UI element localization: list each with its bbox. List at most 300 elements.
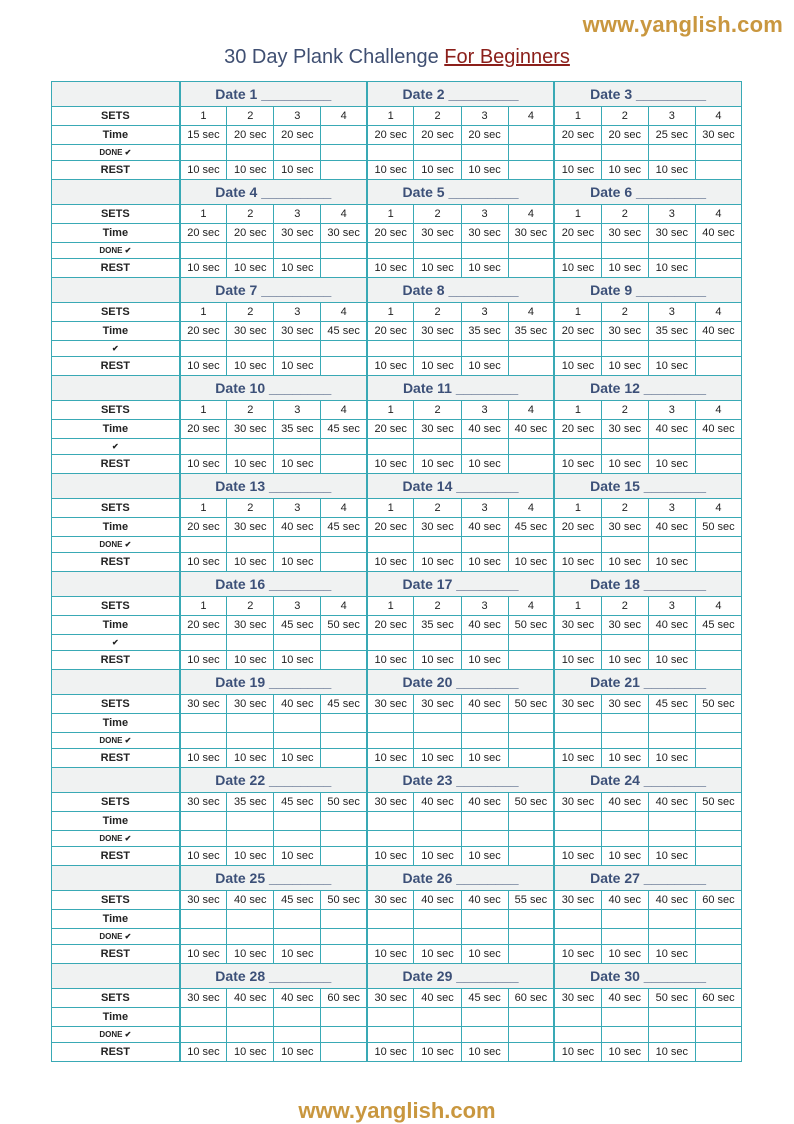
time-cell: 20 sec — [180, 322, 227, 341]
set-number-cell: 4 — [321, 107, 367, 126]
done-label: DONE ✔ — [52, 929, 180, 945]
rest-cell: 10 sec — [648, 847, 695, 866]
time-entry-cell[interactable] — [601, 714, 648, 733]
done-checkbox-cell[interactable] — [601, 635, 648, 651]
time-entry-cell[interactable] — [508, 910, 554, 929]
done-checkbox-cell[interactable] — [414, 145, 461, 161]
time-entry-cell[interactable] — [367, 714, 414, 733]
time-entry-cell[interactable] — [414, 910, 461, 929]
done-checkbox-cell[interactable] — [695, 733, 741, 749]
done-checkbox-cell[interactable] — [274, 1027, 321, 1043]
time-entry-cell[interactable] — [695, 1008, 741, 1027]
set-number-cell: 1 — [554, 205, 601, 224]
done-checkbox-cell[interactable] — [414, 243, 461, 259]
time-entry-cell[interactable] — [274, 812, 321, 831]
done-checkbox-cell[interactable] — [695, 831, 741, 847]
done-row — [52, 243, 742, 259]
day-date-label: Date 21 ________ — [554, 670, 741, 695]
done-checkbox-cell[interactable] — [554, 145, 601, 161]
set-number-cell: 4 — [508, 303, 554, 322]
time-entry-cell[interactable] — [180, 910, 227, 929]
done-checkbox-cell[interactable] — [274, 243, 321, 259]
time-cell: 45 sec — [321, 518, 367, 537]
done-checkbox-cell[interactable] — [648, 537, 695, 553]
done-checkbox-cell[interactable] — [367, 243, 414, 259]
done-checkbox-cell[interactable] — [648, 733, 695, 749]
rest-cell — [508, 455, 554, 474]
done-checkbox-cell[interactable] — [274, 929, 321, 945]
done-checkbox-cell[interactable] — [227, 341, 274, 357]
time-entry-cell[interactable] — [367, 1008, 414, 1027]
set-number-cell: 3 — [274, 205, 321, 224]
done-checkbox-cell[interactable] — [274, 439, 321, 455]
time-entry-cell[interactable] — [554, 714, 601, 733]
done-checkbox-cell[interactable] — [180, 635, 227, 651]
rest-cell: 10 sec — [461, 553, 508, 572]
time-cell: 30 sec — [180, 891, 227, 910]
set-number-cell: 3 — [274, 303, 321, 322]
done-checkbox-cell[interactable] — [508, 341, 554, 357]
done-checkbox-cell[interactable] — [648, 929, 695, 945]
done-checkbox-cell[interactable] — [321, 831, 367, 847]
set-number-cell: 3 — [461, 401, 508, 420]
rest-row — [52, 945, 742, 964]
time-entry-cell[interactable] — [461, 910, 508, 929]
rest-cell: 10 sec — [414, 553, 461, 572]
rest-cell: 10 sec — [180, 749, 227, 768]
time-cell: 45 sec — [461, 989, 508, 1008]
done-checkbox-cell[interactable] — [461, 635, 508, 651]
time-cell: 20 sec — [554, 126, 601, 145]
time-cell: 55 sec — [508, 891, 554, 910]
done-checkbox-cell[interactable] — [695, 635, 741, 651]
set-number-cell: 1 — [554, 107, 601, 126]
done-checkbox-cell[interactable] — [321, 145, 367, 161]
time-entry-cell[interactable] — [648, 910, 695, 929]
done-checkbox-cell[interactable] — [321, 1027, 367, 1043]
done-checkbox-cell[interactable] — [508, 145, 554, 161]
done-checkbox-cell[interactable] — [227, 145, 274, 161]
rest-cell — [508, 357, 554, 376]
rest-row — [52, 847, 742, 866]
time-entry-cell[interactable] — [461, 812, 508, 831]
done-checkbox-cell[interactable] — [554, 1027, 601, 1043]
done-label: ✔ — [52, 635, 180, 651]
done-checkbox-cell[interactable] — [414, 1027, 461, 1043]
time-entry-cell[interactable] — [227, 1008, 274, 1027]
done-checkbox-cell[interactable] — [554, 929, 601, 945]
rest-cell — [321, 651, 367, 670]
time-cell: 40 sec — [461, 793, 508, 812]
time-entry-cell[interactable] — [414, 1008, 461, 1027]
rest-cell: 10 sec — [274, 553, 321, 572]
day-date-label: Date 4 _________ — [180, 180, 367, 205]
time-row — [52, 224, 742, 243]
time-entry-cell[interactable] — [321, 910, 367, 929]
time-cell: 45 sec — [274, 616, 321, 635]
done-checkbox-cell[interactable] — [367, 537, 414, 553]
time-label: Time — [52, 322, 180, 341]
done-checkbox-cell[interactable] — [321, 341, 367, 357]
done-checkbox-cell[interactable] — [274, 733, 321, 749]
done-checkbox-cell[interactable] — [321, 929, 367, 945]
time-cell: 20 sec — [180, 518, 227, 537]
done-label: DONE ✔ — [52, 145, 180, 161]
done-checkbox-cell[interactable] — [695, 341, 741, 357]
done-checkbox-cell[interactable] — [414, 635, 461, 651]
done-checkbox-cell[interactable] — [180, 341, 227, 357]
done-checkbox-cell[interactable] — [414, 733, 461, 749]
rest-cell — [321, 847, 367, 866]
done-checkbox-cell[interactable] — [601, 929, 648, 945]
done-checkbox-cell[interactable] — [695, 145, 741, 161]
time-entry-cell[interactable] — [695, 714, 741, 733]
time-entry-cell[interactable] — [554, 812, 601, 831]
done-checkbox-cell[interactable] — [274, 635, 321, 651]
day-header-row — [52, 82, 742, 107]
time-cell: 45 sec — [695, 616, 741, 635]
done-checkbox-cell[interactable] — [321, 439, 367, 455]
time-cell: 40 sec — [461, 891, 508, 910]
done-checkbox-cell[interactable] — [508, 733, 554, 749]
day-header-row — [52, 572, 742, 597]
day-date-label: Date 30 ________ — [554, 964, 741, 989]
time-entry-cell[interactable] — [180, 1008, 227, 1027]
done-checkbox-cell[interactable] — [367, 1027, 414, 1043]
rest-cell: 10 sec — [180, 161, 227, 180]
set-number-cell: 2 — [227, 107, 274, 126]
time-cell: 30 sec — [554, 989, 601, 1008]
done-checkbox-cell[interactable] — [508, 243, 554, 259]
done-checkbox-cell[interactable] — [461, 341, 508, 357]
rest-cell: 10 sec — [601, 1043, 648, 1062]
time-entry-cell[interactable] — [367, 910, 414, 929]
time-cell: 40 sec — [648, 420, 695, 439]
done-checkbox-cell[interactable] — [461, 733, 508, 749]
done-checkbox-cell[interactable] — [461, 439, 508, 455]
rest-cell: 10 sec — [274, 749, 321, 768]
time-entry-cell[interactable] — [227, 910, 274, 929]
done-checkbox-cell[interactable] — [321, 537, 367, 553]
set-number-cell: 3 — [461, 107, 508, 126]
set-number-cell: 4 — [321, 401, 367, 420]
sets-label: SETS — [52, 401, 180, 420]
done-checkbox-cell[interactable] — [695, 537, 741, 553]
done-checkbox-cell[interactable] — [321, 243, 367, 259]
done-checkbox-cell[interactable] — [274, 831, 321, 847]
time-entry-cell[interactable] — [508, 714, 554, 733]
rest-cell: 10 sec — [601, 651, 648, 670]
time-entry-cell[interactable] — [180, 812, 227, 831]
done-checkbox-cell[interactable] — [695, 1027, 741, 1043]
done-checkbox-cell[interactable] — [601, 145, 648, 161]
done-checkbox-cell[interactable] — [648, 439, 695, 455]
done-checkbox-cell[interactable] — [648, 243, 695, 259]
done-checkbox-cell[interactable] — [695, 243, 741, 259]
rest-cell — [321, 553, 367, 572]
done-checkbox-cell[interactable] — [227, 243, 274, 259]
time-cell: 40 sec — [695, 420, 741, 439]
time-cell: 40 sec — [508, 420, 554, 439]
time-entry-cell[interactable] — [180, 714, 227, 733]
time-cell: 20 sec — [227, 126, 274, 145]
done-checkbox-cell[interactable] — [227, 831, 274, 847]
set-number-cell: 1 — [180, 499, 227, 518]
sets-row — [52, 793, 742, 812]
done-checkbox-cell[interactable] — [461, 929, 508, 945]
time-entry-cell[interactable] — [414, 812, 461, 831]
rest-cell — [321, 161, 367, 180]
time-cell: 40 sec — [648, 793, 695, 812]
done-checkbox-cell[interactable] — [180, 929, 227, 945]
done-checkbox-cell[interactable] — [461, 537, 508, 553]
set-number-cell: 3 — [274, 597, 321, 616]
day-date-label: Date 18 ________ — [554, 572, 741, 597]
done-checkbox-cell[interactable] — [274, 537, 321, 553]
rest-cell: 10 sec — [274, 651, 321, 670]
time-cell: 50 sec — [695, 518, 741, 537]
done-checkbox-cell[interactable] — [274, 145, 321, 161]
set-number-cell: 2 — [227, 499, 274, 518]
rest-cell: 10 sec — [648, 161, 695, 180]
day-header-row — [52, 376, 742, 401]
time-cell: 30 sec — [227, 420, 274, 439]
time-label: Time — [52, 910, 180, 929]
time-cell: 40 sec — [695, 224, 741, 243]
rest-cell: 10 sec — [274, 259, 321, 278]
day-header-corner — [52, 474, 180, 499]
time-entry-cell[interactable] — [321, 714, 367, 733]
done-checkbox-cell[interactable] — [508, 439, 554, 455]
time-entry-cell[interactable] — [508, 812, 554, 831]
rest-cell: 10 sec — [461, 1043, 508, 1062]
done-checkbox-cell[interactable] — [227, 537, 274, 553]
set-number-cell: 3 — [274, 107, 321, 126]
time-entry-cell[interactable] — [601, 1008, 648, 1027]
time-entry-cell[interactable] — [554, 910, 601, 929]
time-cell: 40 sec — [601, 989, 648, 1008]
done-checkbox-cell[interactable] — [274, 341, 321, 357]
done-checkbox-cell[interactable] — [414, 929, 461, 945]
rest-cell: 10 sec — [180, 945, 227, 964]
set-number-cell: 1 — [180, 401, 227, 420]
done-checkbox-cell[interactable] — [601, 243, 648, 259]
time-cell: 35 sec — [274, 420, 321, 439]
day-date-label: Date 23 ________ — [367, 768, 554, 793]
done-checkbox-cell[interactable] — [180, 537, 227, 553]
done-checkbox-cell[interactable] — [321, 635, 367, 651]
done-checkbox-cell[interactable] — [601, 1027, 648, 1043]
done-checkbox-cell[interactable] — [601, 439, 648, 455]
done-checkbox-cell[interactable] — [180, 439, 227, 455]
done-row — [52, 1027, 742, 1043]
day-date-label: Date 29 ________ — [367, 964, 554, 989]
done-checkbox-cell[interactable] — [508, 635, 554, 651]
time-cell: 30 sec — [227, 322, 274, 341]
done-checkbox-cell[interactable] — [554, 831, 601, 847]
set-number-cell: 2 — [227, 597, 274, 616]
time-entry-cell[interactable] — [648, 714, 695, 733]
time-entry-cell[interactable] — [648, 812, 695, 831]
done-checkbox-cell[interactable] — [367, 733, 414, 749]
time-entry-cell[interactable] — [508, 1008, 554, 1027]
day-date-label: Date 12 ________ — [554, 376, 741, 401]
rest-label: REST — [52, 1043, 180, 1062]
rest-cell: 10 sec — [461, 357, 508, 376]
rest-cell: 10 sec — [601, 749, 648, 768]
sets-label: SETS — [52, 989, 180, 1008]
done-checkbox-cell[interactable] — [648, 635, 695, 651]
done-checkbox-cell[interactable] — [414, 831, 461, 847]
done-checkbox-cell[interactable] — [367, 341, 414, 357]
time-entry-cell[interactable] — [321, 812, 367, 831]
set-number-cell: 2 — [227, 401, 274, 420]
time-entry-cell[interactable] — [461, 714, 508, 733]
done-checkbox-cell[interactable] — [180, 1027, 227, 1043]
set-number-cell: 1 — [367, 107, 414, 126]
time-entry-cell[interactable] — [601, 910, 648, 929]
done-checkbox-cell[interactable] — [414, 537, 461, 553]
done-checkbox-cell[interactable] — [180, 145, 227, 161]
time-cell: 20 sec — [367, 616, 414, 635]
day-date-label: Date 6 _________ — [554, 180, 741, 205]
time-entry-cell[interactable] — [648, 1008, 695, 1027]
time-label: Time — [52, 126, 180, 145]
done-checkbox-cell[interactable] — [601, 341, 648, 357]
set-number-cell: 2 — [414, 205, 461, 224]
rest-cell: 10 sec — [180, 259, 227, 278]
time-cell: 30 sec — [554, 793, 601, 812]
done-checkbox-cell[interactable] — [414, 341, 461, 357]
time-cell: 30 sec — [414, 518, 461, 537]
set-number-cell: 4 — [695, 303, 741, 322]
time-cell: 30 sec — [367, 989, 414, 1008]
rest-row — [52, 553, 742, 572]
rest-cell: 10 sec — [367, 259, 414, 278]
time-cell: 30 sec — [601, 695, 648, 714]
rest-cell: 10 sec — [414, 455, 461, 474]
set-number-cell: 1 — [367, 499, 414, 518]
set-number-cell: 4 — [695, 205, 741, 224]
rest-cell: 10 sec — [180, 553, 227, 572]
day-date-label: Date 10 ________ — [180, 376, 367, 401]
done-checkbox-cell[interactable] — [648, 341, 695, 357]
time-cell: 30 sec — [180, 989, 227, 1008]
time-entry-cell[interactable] — [695, 910, 741, 929]
done-checkbox-cell[interactable] — [367, 439, 414, 455]
done-checkbox-cell[interactable] — [508, 537, 554, 553]
done-checkbox-cell[interactable] — [554, 537, 601, 553]
done-checkbox-cell[interactable] — [554, 733, 601, 749]
time-cell: 20 sec — [180, 420, 227, 439]
day-date-label: Date 5 _________ — [367, 180, 554, 205]
rest-cell: 10 sec — [648, 553, 695, 572]
time-entry-cell[interactable] — [227, 714, 274, 733]
time-entry-cell[interactable] — [461, 1008, 508, 1027]
rest-cell: 10 sec — [227, 651, 274, 670]
rest-cell: 10 sec — [461, 847, 508, 866]
done-checkbox-cell[interactable] — [554, 243, 601, 259]
done-checkbox-cell[interactable] — [227, 929, 274, 945]
done-checkbox-cell[interactable] — [648, 145, 695, 161]
set-number-cell: 4 — [508, 107, 554, 126]
time-cell: 30 sec — [414, 224, 461, 243]
set-number-cell: 4 — [508, 597, 554, 616]
day-date-label: Date 7 _________ — [180, 278, 367, 303]
done-checkbox-cell[interactable] — [321, 733, 367, 749]
done-checkbox-cell[interactable] — [508, 831, 554, 847]
time-entry-cell[interactable] — [321, 1008, 367, 1027]
time-entry-cell[interactable] — [695, 812, 741, 831]
done-checkbox-cell[interactable] — [648, 831, 695, 847]
done-checkbox-cell[interactable] — [461, 145, 508, 161]
done-checkbox-cell[interactable] — [695, 439, 741, 455]
done-checkbox-cell[interactable] — [367, 145, 414, 161]
done-checkbox-cell[interactable] — [554, 635, 601, 651]
time-entry-cell[interactable] — [274, 910, 321, 929]
done-checkbox-cell[interactable] — [367, 831, 414, 847]
done-checkbox-cell[interactable] — [227, 733, 274, 749]
time-entry-cell[interactable] — [227, 812, 274, 831]
done-checkbox-cell[interactable] — [601, 831, 648, 847]
done-checkbox-cell[interactable] — [601, 733, 648, 749]
time-cell: 45 sec — [321, 420, 367, 439]
rest-cell: 10 sec — [461, 651, 508, 670]
time-entry-cell[interactable] — [274, 1008, 321, 1027]
done-checkbox-cell[interactable] — [414, 439, 461, 455]
time-cell: 30 sec — [367, 695, 414, 714]
rest-cell: 10 sec — [414, 749, 461, 768]
time-entry-cell[interactable] — [274, 714, 321, 733]
day-header-corner — [52, 278, 180, 303]
time-entry-cell[interactable] — [554, 1008, 601, 1027]
time-cell: 30 sec — [367, 891, 414, 910]
done-checkbox-cell[interactable] — [180, 243, 227, 259]
time-cell: 50 sec — [508, 793, 554, 812]
done-checkbox-cell[interactable] — [461, 831, 508, 847]
set-number-cell: 3 — [648, 205, 695, 224]
time-entry-cell[interactable] — [367, 812, 414, 831]
rest-cell: 10 sec — [648, 259, 695, 278]
time-entry-cell[interactable] — [414, 714, 461, 733]
done-checkbox-cell[interactable] — [461, 243, 508, 259]
done-checkbox-cell[interactable] — [367, 635, 414, 651]
done-checkbox-cell[interactable] — [227, 1027, 274, 1043]
done-checkbox-cell[interactable] — [601, 537, 648, 553]
done-checkbox-cell[interactable] — [227, 635, 274, 651]
time-cell: 40 sec — [601, 891, 648, 910]
time-cell: 30 sec — [554, 891, 601, 910]
rest-cell: 10 sec — [227, 1043, 274, 1062]
day-header-corner — [52, 82, 180, 107]
done-checkbox-cell[interactable] — [648, 1027, 695, 1043]
done-checkbox-cell[interactable] — [461, 1027, 508, 1043]
rest-cell: 10 sec — [367, 553, 414, 572]
done-checkbox-cell[interactable] — [554, 341, 601, 357]
time-cell: 60 sec — [508, 989, 554, 1008]
rest-cell — [321, 1043, 367, 1062]
done-checkbox-cell[interactable] — [227, 439, 274, 455]
rest-cell: 10 sec — [180, 357, 227, 376]
done-checkbox-cell[interactable] — [695, 929, 741, 945]
done-checkbox-cell[interactable] — [508, 929, 554, 945]
done-checkbox-cell[interactable] — [554, 439, 601, 455]
time-entry-cell[interactable] — [601, 812, 648, 831]
done-checkbox-cell[interactable] — [180, 831, 227, 847]
done-checkbox-cell[interactable] — [180, 733, 227, 749]
done-checkbox-cell[interactable] — [508, 1027, 554, 1043]
done-checkbox-cell[interactable] — [367, 929, 414, 945]
